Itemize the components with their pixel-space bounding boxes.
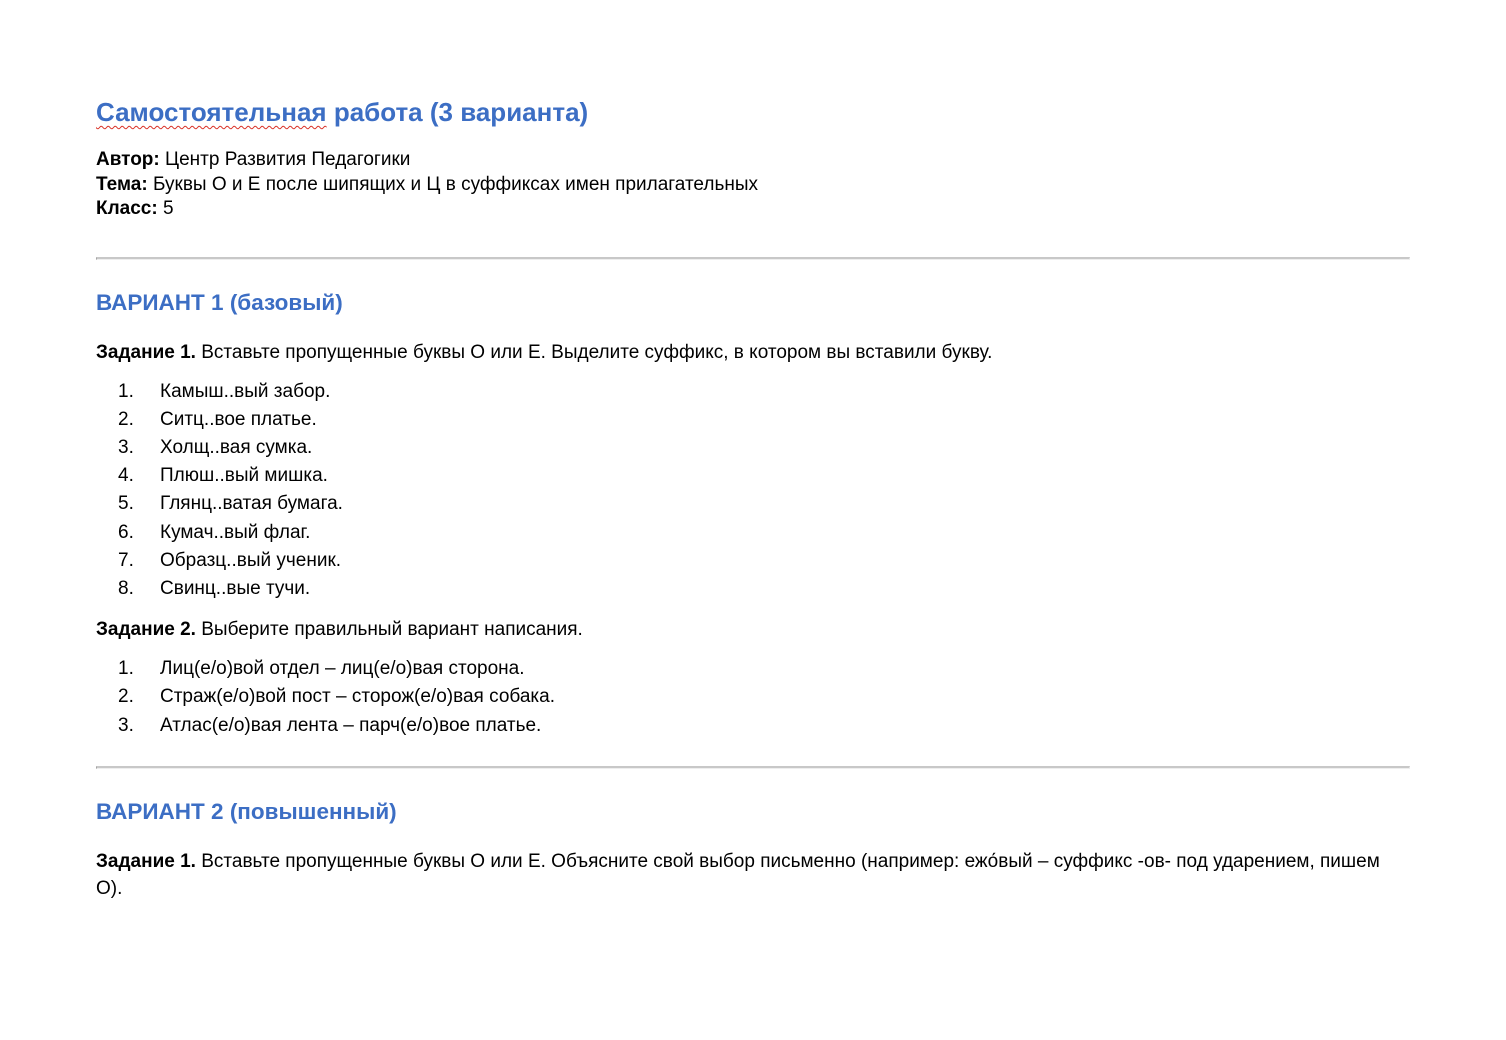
section-divider: [96, 766, 1410, 769]
list-item: [96, 378, 1410, 406]
list-item-text: Свинц..вые тучи.: [160, 577, 311, 599]
task-text: Вставьте пропущенные буквы О или Е. Выделите суффикс, в котором вы вставили букву.: [201, 341, 993, 363]
list-item-text: Плюш..вый мишка.: [160, 465, 328, 487]
list-item: [96, 519, 1410, 547]
list-item-text: Кумач..вый флаг.: [160, 521, 311, 543]
variant-2-title: ВАРИАНТ 2 (повышенный): [96, 798, 397, 824]
document-title: [96, 90, 1410, 134]
list-item: [96, 547, 1410, 575]
list-item: [96, 434, 1410, 462]
list-item: [96, 683, 1410, 711]
document-page: [96, 90, 1410, 902]
document-meta: [96, 148, 1410, 222]
task-label: Задание 1.: [96, 850, 196, 872]
list-item-number: 8.: [118, 577, 134, 599]
meta-author: [96, 148, 1410, 173]
task-text: Выберите правильный вариант написания.: [201, 619, 583, 641]
variant-2-task-1: [96, 848, 1410, 902]
meta-grade: [96, 197, 1410, 222]
list-item-number: 5.: [118, 493, 134, 515]
meta-topic: [96, 173, 1410, 198]
meta-topic-label: Тема:: [96, 173, 148, 195]
list-item-number: 1.: [118, 658, 134, 680]
list-item: [96, 575, 1410, 603]
list-item-text: Образц..вый ученик.: [160, 549, 342, 571]
list-item: [96, 490, 1410, 518]
task-text-before: Вставьте пропущенные буквы О или Е. Объясните свой выбор письменно (например: еж: [201, 850, 988, 872]
variant-2-section: [96, 797, 1410, 902]
list-item-number: 2.: [118, 686, 134, 708]
meta-topic-value: Буквы О и Е после шипящих и Ц в суффиксах имен прилагательных: [152, 173, 758, 195]
variant-1-task-2: [96, 616, 1410, 643]
variant-1-task-1: [96, 339, 1410, 366]
list-item: [96, 406, 1410, 434]
stressed-letter: о́: [987, 850, 999, 872]
list-item-text: Атлас(е/о)вая лента – парч(е/о)вое платье.: [160, 714, 542, 736]
list-item-text: Холщ..вая сумка.: [160, 436, 313, 458]
list-item-text: Страж(е/о)вой пост – сторож(е/о)вая собака.: [160, 686, 555, 708]
list-item-number: 3.: [118, 436, 134, 458]
list-item-number: 1.: [118, 380, 134, 402]
list-item-text: Ситц..вое платье.: [160, 408, 317, 430]
title-word-misspelled: Самостоятельная: [96, 97, 327, 127]
task-text-after: вый – суффикс -ов- под ударением, пишем О).: [96, 850, 1380, 899]
variant-1-title: ВАРИАНТ 1 (базовый): [96, 289, 343, 315]
meta-grade-label: Класс:: [96, 198, 158, 219]
task-label: Задание 1.: [96, 341, 196, 363]
list-item-number: 7.: [118, 549, 134, 571]
list-item-text: Глянц..ватая бумага.: [160, 493, 343, 515]
variant-1-task-2-list: [96, 655, 1410, 740]
list-item-number: 6.: [118, 521, 134, 543]
list-item-text: Камыш..вый забор.: [160, 380, 331, 402]
variant-1-task-1-list: [96, 378, 1410, 604]
list-item-text: Лиц(е/о)вой отдел – лиц(е/о)вая сторона.: [160, 658, 525, 680]
list-item-number: 3.: [118, 714, 134, 736]
section-divider: [96, 257, 1410, 260]
title-rest: работа (3 варианта): [333, 97, 589, 127]
list-item: [96, 462, 1410, 490]
list-item-number: 4.: [118, 465, 134, 487]
list-item: [96, 712, 1410, 740]
list-item: [96, 655, 1410, 683]
meta-grade-value: 5: [162, 198, 174, 219]
variant-1-section: [96, 288, 1410, 740]
meta-author-value: Центр Развития Педагогики: [165, 149, 411, 170]
list-item-number: 2.: [118, 408, 134, 430]
meta-author-label: Автор:: [96, 149, 160, 170]
task-label: Задание 2.: [96, 619, 196, 641]
